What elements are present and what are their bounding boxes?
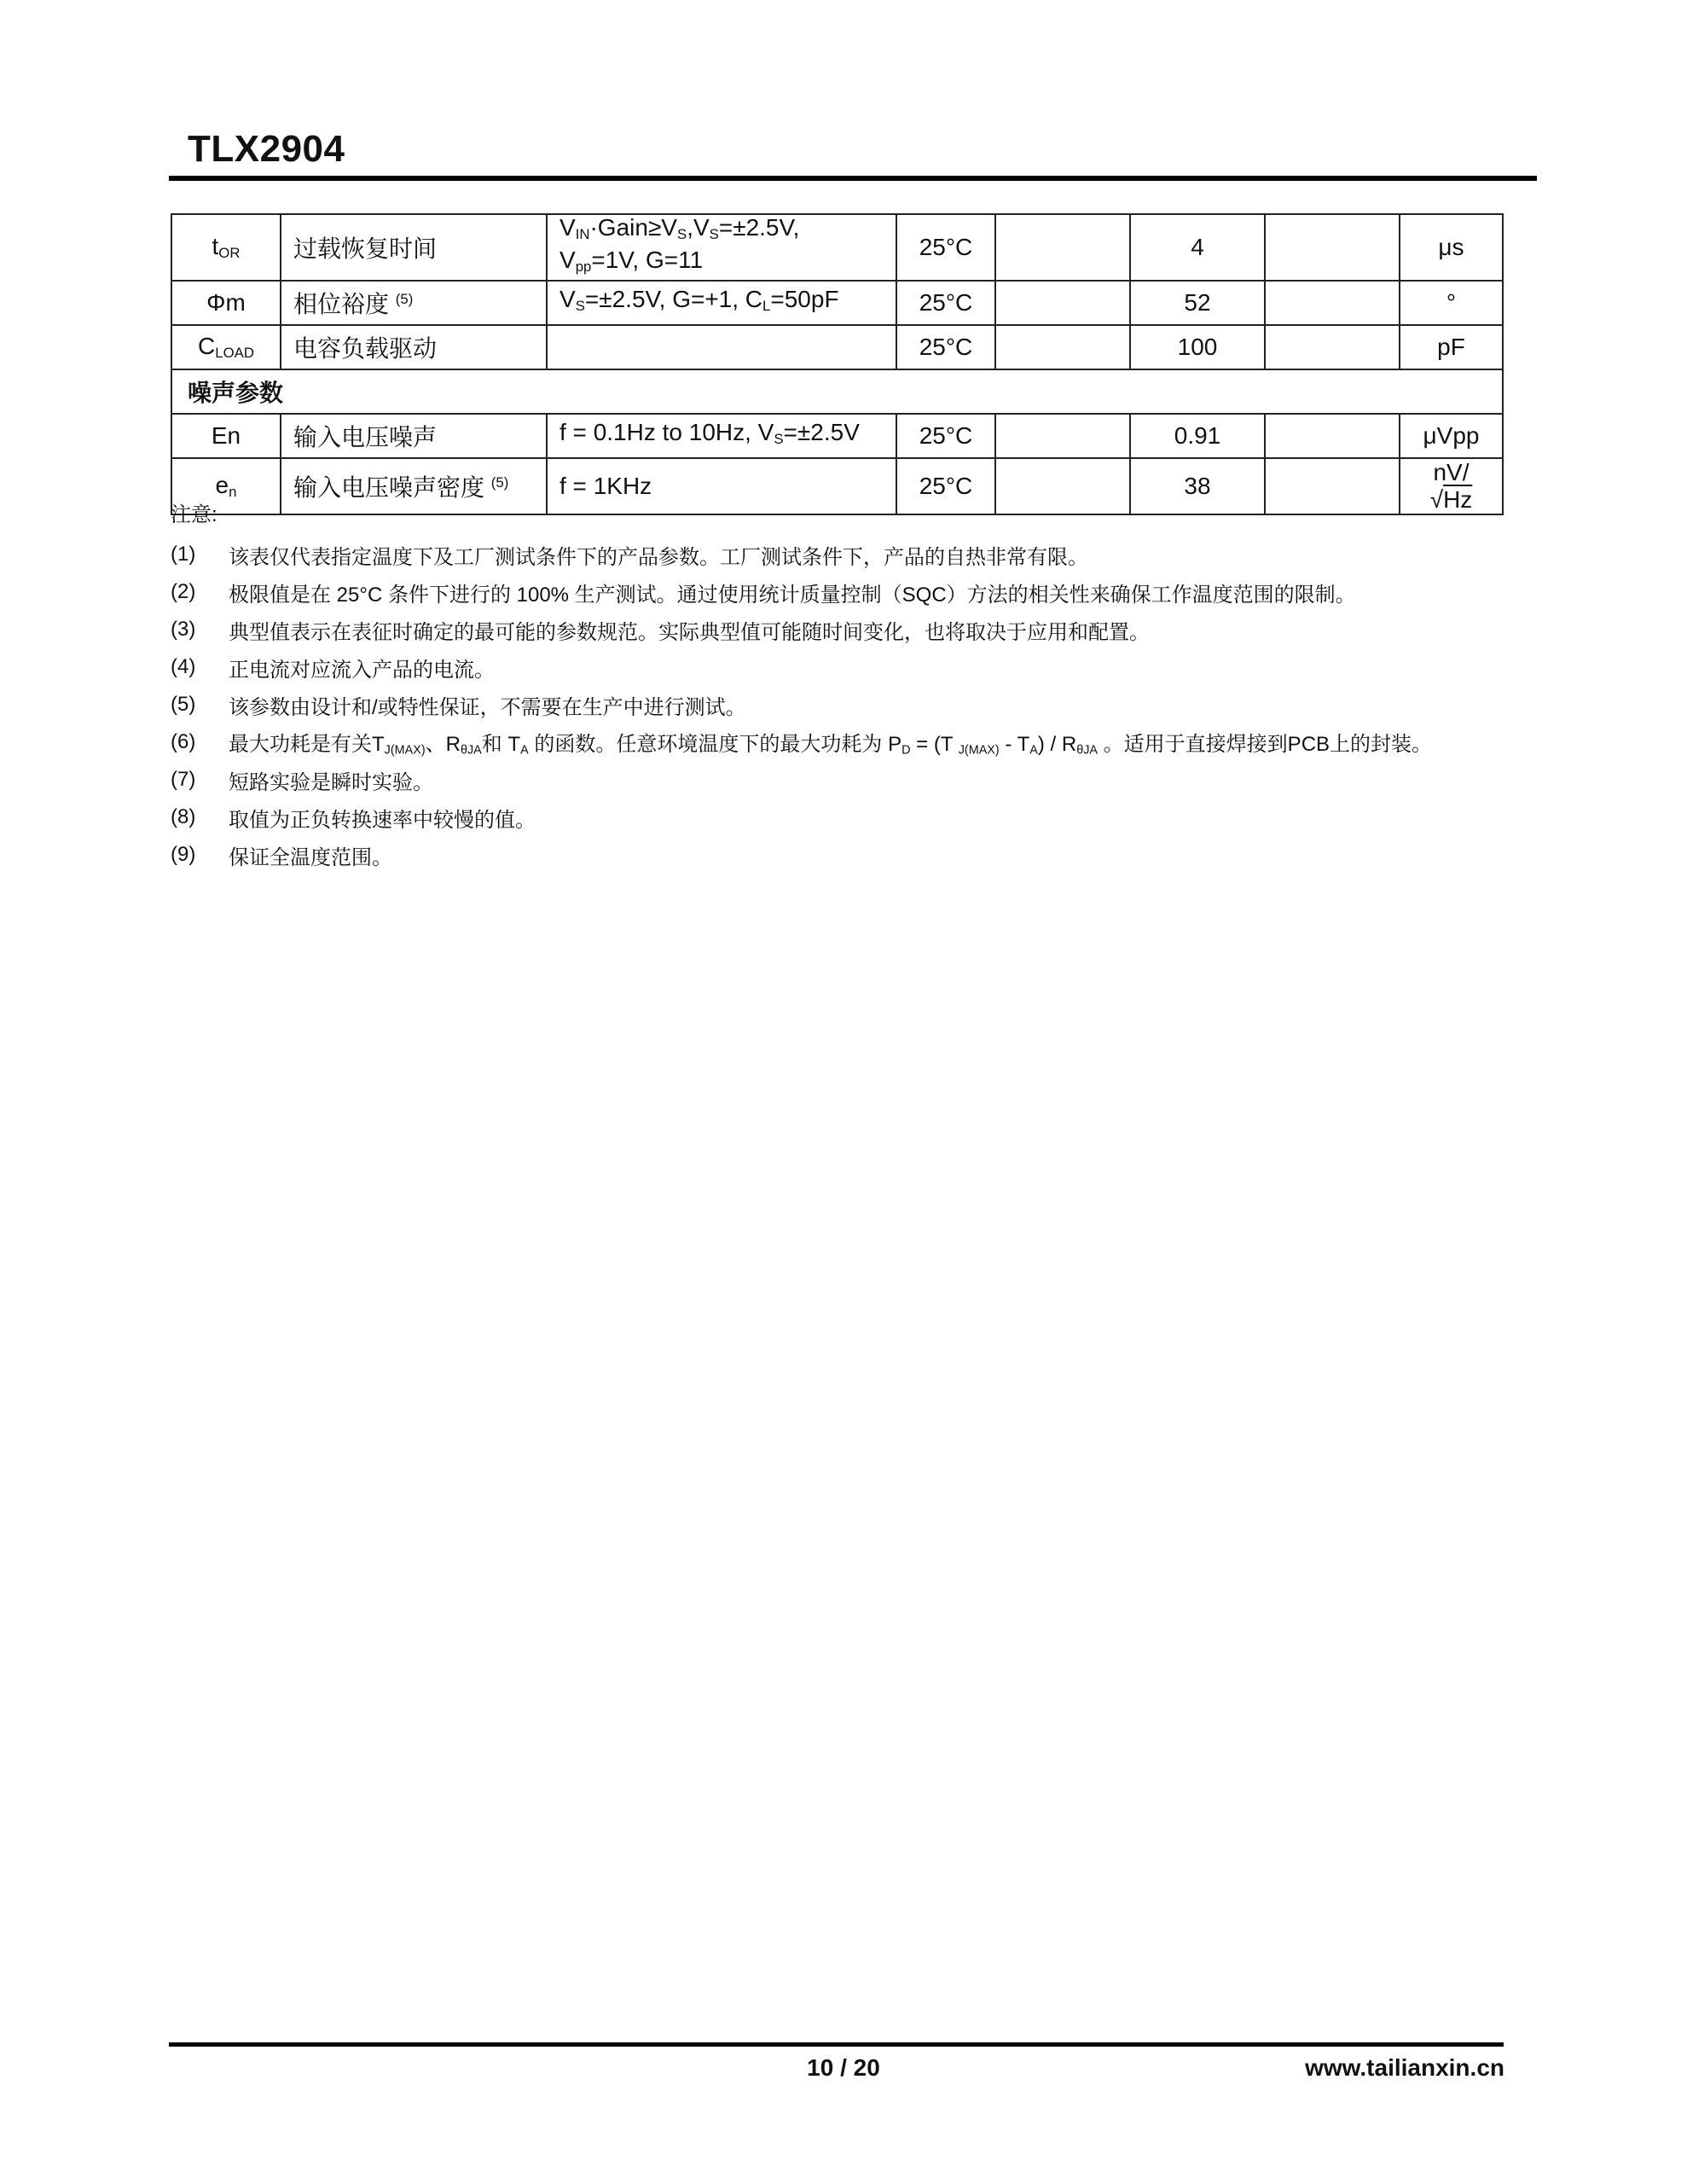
parameter-cell: 输入电压噪声密度 $^{(5)}$: [281, 458, 547, 514]
unit-cell: pF: [1400, 325, 1503, 369]
notes-section: [171, 497, 1535, 874]
typ-cell: 0.91: [1130, 414, 1265, 458]
note-item: (6) 最大功耗是有关$T_{J(MAX)}$、$R_{\theta JA}$和 $T_A$ 的函数。任意环境温度下的最大功耗为 $P_D = (T$ $_{J(MAX)} - T_A) / R_{\theta JA}$ 。适用于直接焊接到PCB上的封装。: [171, 730, 1433, 758]
table-row: [171, 281, 1503, 325]
notes-title: 注意:: [171, 503, 217, 526]
section-header-row: [171, 369, 1503, 414]
temperature-cell: 25°C: [896, 281, 995, 325]
table-row: [171, 214, 1503, 281]
temperature-cell: 25°C: [896, 325, 995, 369]
symbol-cell: $C_{LOAD}$: [171, 325, 281, 369]
note-item: (4) 正电流对应流入产品的电流。: [171, 655, 495, 682]
typ-cell: 4: [1130, 214, 1265, 281]
parameter-cell: 输入电压噪声: [281, 414, 547, 458]
section-title-noise: 噪声参数: [171, 369, 1503, 414]
unit-cell: nV/√Hz: [1400, 458, 1503, 514]
symbol-cell: $e_n$: [171, 458, 281, 514]
table-row: [171, 414, 1503, 458]
website-link[interactable]: www.tailianxin.cn: [1305, 2054, 1504, 2081]
note-item: (3) 典型值表示在表征时确定的最可能的参数规范。实际典型值可能随时间变化，也将取决于应用和配置。: [171, 618, 1150, 644]
temperature-cell: 25°C: [896, 458, 995, 514]
symbol-cell: En: [171, 414, 281, 458]
unit-cell: μs: [1400, 214, 1503, 281]
unit-cell: μVpp: [1400, 414, 1503, 458]
min-cell: [995, 214, 1130, 281]
typ-cell: 38: [1130, 458, 1265, 514]
note-item: (9) 保证全温度范围。: [171, 843, 392, 869]
parameter-cell: 电容负载驱动: [281, 325, 547, 369]
symbol-cell: $t_{OR}$: [171, 214, 281, 281]
parameter-cell: 相位裕度 $^{(5)}$: [281, 281, 547, 325]
note-item: (5) 该参数由设计和/或特性保证，不需要在生产中进行测试。: [171, 693, 746, 719]
note-item: (7) 短路实验是瞬时实验。: [171, 768, 433, 794]
page-number: 10 / 20: [807, 2054, 880, 2081]
spec-table: [171, 213, 1504, 515]
note-item: (1) 该表仅代表指定温度下及工厂测试条件下的产品参数。工厂测试条件下，产品的自热非常有限。: [171, 543, 1088, 569]
note-item: (2) 极限值是在 25°C 条件下进行的 100% 生产测试。通过使用统计质量控制（SQC）方法的相关性来确保工作温度范围的限制。: [171, 580, 1356, 607]
symbol-cell: Φm: [171, 281, 281, 325]
header-divider: [169, 176, 1537, 181]
temperature-cell: 25°C: [896, 214, 995, 281]
min-cell: [995, 414, 1130, 458]
parameter-cell: 过载恢复时间: [281, 214, 547, 281]
note-item: (8) 取值为正负转换速率中较慢的值。: [171, 805, 536, 832]
typ-cell: 52: [1130, 281, 1265, 325]
max-cell: [1265, 281, 1400, 325]
temperature-cell: 25°C: [896, 414, 995, 458]
table-row: [171, 325, 1503, 369]
document-title: TLX2904: [188, 128, 345, 170]
condition-cell: [547, 325, 896, 369]
min-cell: [995, 281, 1130, 325]
min-cell: [995, 325, 1130, 369]
max-cell: [1265, 214, 1400, 281]
condition-cell: $V_S=\pm 2.5V$, G=+1, $C_L=50pF$: [547, 281, 896, 325]
max-cell: [1265, 414, 1400, 458]
footer-divider: [169, 2042, 1504, 2047]
condition-cell: f = 0.1Hz to 10Hz, $V_S=\pm 2.5V$: [547, 414, 896, 458]
condition-cell: f = 1KHz: [547, 458, 896, 514]
max-cell: [1265, 325, 1400, 369]
condition-cell: $V_{IN}\cdot Gain\ge V_S,V_S=\pm 2.5V$, $V_{pp}=1V$, G=11: [547, 214, 896, 281]
unit-cell: °: [1400, 281, 1503, 325]
typ-cell: 100: [1130, 325, 1265, 369]
